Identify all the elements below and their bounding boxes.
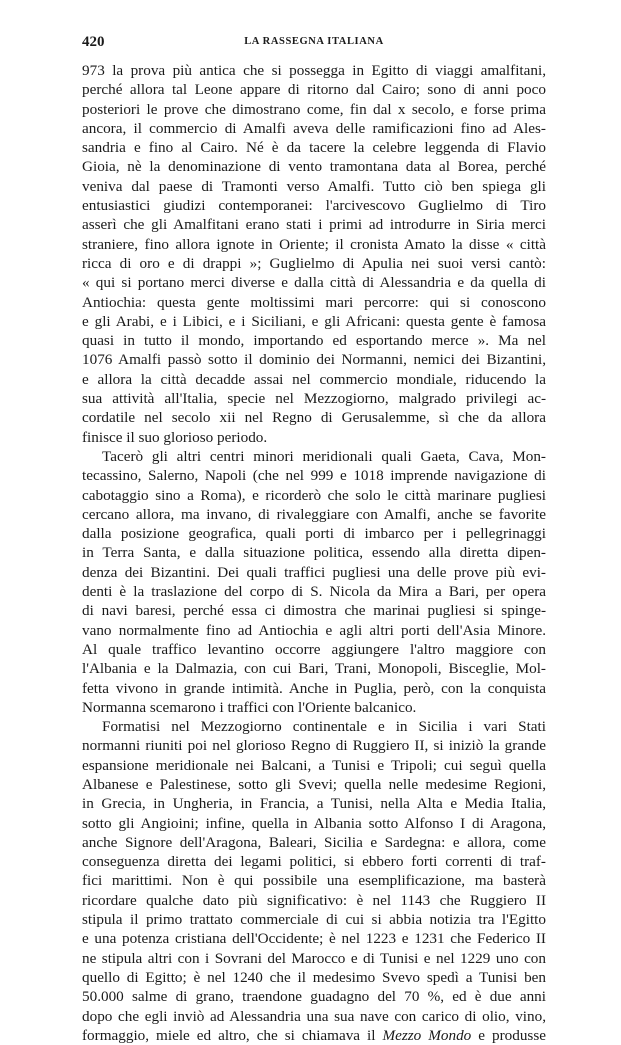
text-line: conseguenza diretta dei legami politici, si ebbero forti correnti di traf- [82,853,546,871]
text-line: denti è la traslazione del corpo di S. Nicola da Mira a Bari, per opera [82,583,546,601]
text-line: asserì che gli Amalfitani erano stati i primi ad introdurre in Siria merci [82,216,546,234]
page-number: 420 [82,34,105,50]
running-head [82,34,546,54]
journal-title: LA RASSEGNA ITALIANA [244,36,384,47]
text-line: e gli Arabi, e i Libici, e i Siciliani, e gli Africani: questa gente è famosa [82,312,546,330]
text-line: Normanna scemarono i traffici con l'Oriente balcanico. [82,698,417,716]
text-line: veniva dal paese di Tramonti verso Amalfi. Tutto ciò ben spiega gli [82,177,546,195]
text-line: « qui si portano merci diverse e dalla città di Alessandria e da quella di [82,274,546,292]
text-line: Gioia, nè la denominazione di vento tramontana data al Borea, perché [82,158,546,176]
ship-name: Mezzo Mondo [382,1026,472,1044]
text-line: Formatisi nel Mezzogiorno continentale e in Sicilia i vari Stati [102,718,546,736]
text-line: anche Signore dell'Aragona, Baleari, Sicilia e Sardegna: e allora, come [82,833,546,851]
text-line: in Terra Santa, e dalla situazione politica, essendo alla diretta dipen- [82,544,546,562]
text-line: dalla posizione geografica, quali porti di imbarco per i pellegrinaggi [82,525,546,543]
text-line: fetta vivono in grande intimità. Anche in Puglia, però, con la conquista [82,679,546,697]
text-line: dopo che egli inviò ad Alessandria una sua nave con carico di olio, vino, [82,1007,546,1025]
text-line: quasi in tutto il mondo, importando ed esportando merce ». Ma nel [82,332,546,350]
text-line: 50.000 salme di grano, traendone guadagno del 70 %, ed è due anni [82,988,546,1006]
text-line: 1076 Amalfi passò sotto il dominio dei Normanni, nemici dei Bizantini, [82,351,546,369]
text-line: sua attività all'Italia, specie nel Mezzogiorno, malgrado privilegi ac- [82,390,546,408]
text-line: vano normalmente fino ad Antiochia e agli altri porti dell'Asia Minore. [82,621,546,639]
text-line: perché allora tal Leone appare di ritorno dal Cairo; sono di anni poco [82,81,546,99]
text-line: ricordare qualche dato più significativo: è nel 1143 che Ruggiero II [82,891,546,909]
text-line: formaggio, miele ed altro, che si chiamava il Mezzo Mondo e produsse [82,1026,546,1044]
text-line: quello di Egitto; è nel 1240 che il medesimo Svevo spedì a Tunisi ben [82,968,546,986]
text-line: entusiastici giudizi contemporanei: l'arcivescovo Guglielmo di Tiro [82,197,546,215]
text-line: denza dei Bizantini. Dei quali traffici pugliesi una delle prove più evi- [82,563,546,581]
text-line: Antiochia: questa gente moltissimi mari percorre: qui si conoscono [82,293,546,311]
text-line: cabotaggio sino a Roma), e ricorderò che solo le città marinare pugliesi [82,486,546,504]
text-line: in Grecia, in Ungheria, in Francia, a Tunisi, nella Alta e Media Italia, [82,795,546,813]
text-line: e una potenza cristiana dell'Occidente; è nel 1223 e 1231 che Federico II [82,930,546,948]
text-line: fici marittimi. Non è qui possibile una esemplificazione, ma basterà [82,872,546,890]
paragraph [82,61,546,447]
text-line: ancora, il commercio di Amalfi aveva delle ramificazioni fino ad Ales- [82,119,546,137]
text-line: Al quale traffico levantino occorre aggiungere l'altro maggiore con [82,640,546,658]
text-line: cordatile nel secolo xii nel Regno di Gerusalemme, sì che da allora [82,409,546,427]
text-line: 973 la prova più antica che si possegga in Egitto di viaggi amalfitani, [82,62,546,79]
body-text [82,61,546,1045]
text-line: l'Albania e la Dalmazia, con cui Bari, Trani, Monopoli, Bisceglie, Mol- [82,660,546,678]
text-line: e allora la città decadde assai nel commercio mondiale, riducendo la [82,370,546,388]
text-line: stipula il primo trattato commerciale di cui si abbia notizia tra l'Egitto [82,911,546,929]
text-line: posteriori le prove che dimostrano come, fin dal x secolo, e forse prima [82,100,546,118]
text-line: straniere, fino allora ignote in Oriente; il cronista Amato la disse « città [82,235,546,253]
text-line: normanni riuniti poi nel glorioso Regno di Ruggiero II, si iniziò la grande [82,737,546,755]
text-line: espansione meridionale nei Balcani, a Tunisi e Tripoli; cui seguì quella [82,756,546,774]
text-line: ne stipula altri con i Sovrani del Marocco e di Tunisi e nel 1229 uno con [82,949,546,967]
text-line: sandria e fino al Cairo. Né è da tacere la celebre leggenda di Flavio [82,139,546,157]
text-line: Tacerò gli altri centri minori meridionali quali Gaeta, Cava, Mon- [102,447,546,465]
text-line: Albanese e Palestinese, sotto gli Svevi; quella nelle medesime Regioni, [82,775,546,793]
text-line: tecassino, Salerno, Napoli (che nel 999 e 1018 imprende navigazione di [82,467,546,485]
text-line: sotto gli Angioini; infine, quella in Albania sotto Alfonso I di Aragona, [82,814,546,832]
text-line: finisce il suo glorioso periodo. [82,428,268,446]
text-line: ricca di oro e di drappi »; Guglielmo di Apulia nei suoi versi cantò: [82,254,546,272]
paragraph [82,717,546,1045]
text-line: cercano allora, ma invano, di rivaleggiare con Amalfi, anche se favorite [82,505,546,523]
paragraph [82,447,546,717]
text-line: di navi baresi, perché essa ci dimostra che marinai pugliesi si spinge- [82,602,546,620]
